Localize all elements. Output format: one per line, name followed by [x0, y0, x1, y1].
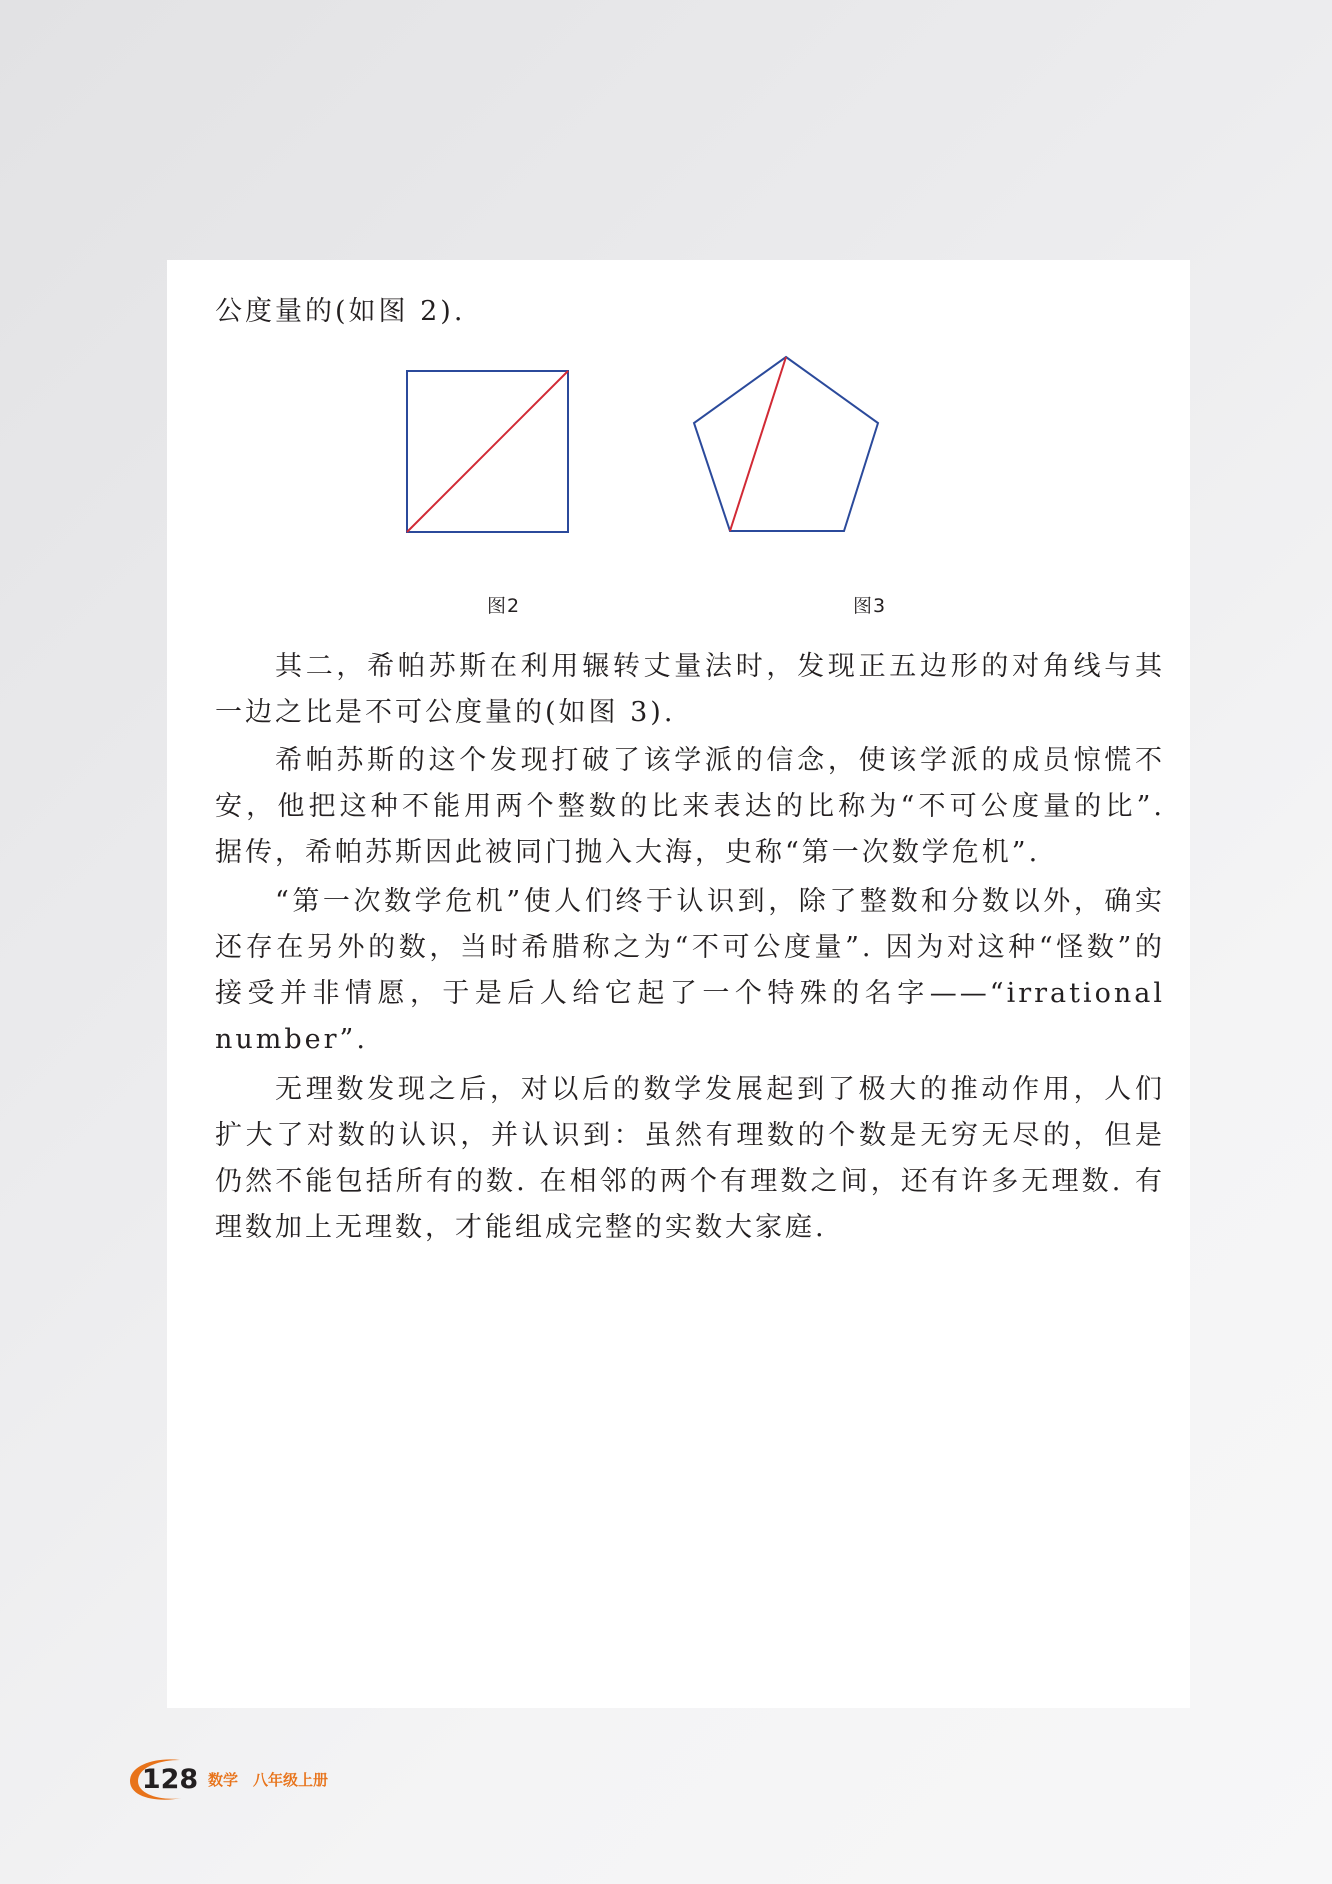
figure-2-caption: 图2 [487, 595, 521, 617]
book-title: 数学 八年级上册 [208, 1771, 329, 1789]
paragraph-hippasus-discovery: 希帕苏斯的这个发现打破了该学派的信念，使该学派的成员惊慌不安，他把这种不能用两个整数的比来表达的比称为“不可公度量的比”. 据传，希帕苏斯因此被同门抛入大海，史称“第一次数学危机”. [215, 745, 1165, 868]
paragraph-first-crisis: “第一次数学危机”使人们终于认识到，除了整数和分数以外，确实还存在另外的数，当时希腊称之为“不可公度量”. 因为对这种“怪数”的接受并非情愿，于是后人给它起了一个特殊的名字——“irrational number”. [215, 886, 1165, 1055]
paragraph-pentagon-ratio: 其二，希帕苏斯在利用辗转丈量法时，发现正五边形的对角线与其一边之比是不可公度量的(如图 3). [215, 651, 1165, 728]
paragraph-intro: 公度量的(如图 2). [215, 296, 466, 327]
square-diagonal [407, 371, 568, 532]
paragraph-irrational-numbers: 无理数发现之后，对以后的数学发展起到了极大的推动作用，人们扩大了对数的认识，并认识到：虽然有理数的个数是无穷无尽的，但是仍然不能包括所有的数. 在相邻的两个有理数之间，还有许多无理数. 有理数加上无理数，才能组成完整的实数大家庭. [215, 1074, 1165, 1243]
figure-3-pentagon-diagonal [694, 357, 878, 531]
textbook-page [167, 260, 1190, 1708]
figure-3-caption: 图3 [853, 595, 887, 617]
figure-2-square-diagonal [407, 371, 568, 532]
pentagon-shape [694, 357, 878, 531]
pentagon-diagonal [730, 357, 786, 531]
page-number: 128 [141, 1764, 199, 1795]
figures-area [167, 260, 1190, 620]
